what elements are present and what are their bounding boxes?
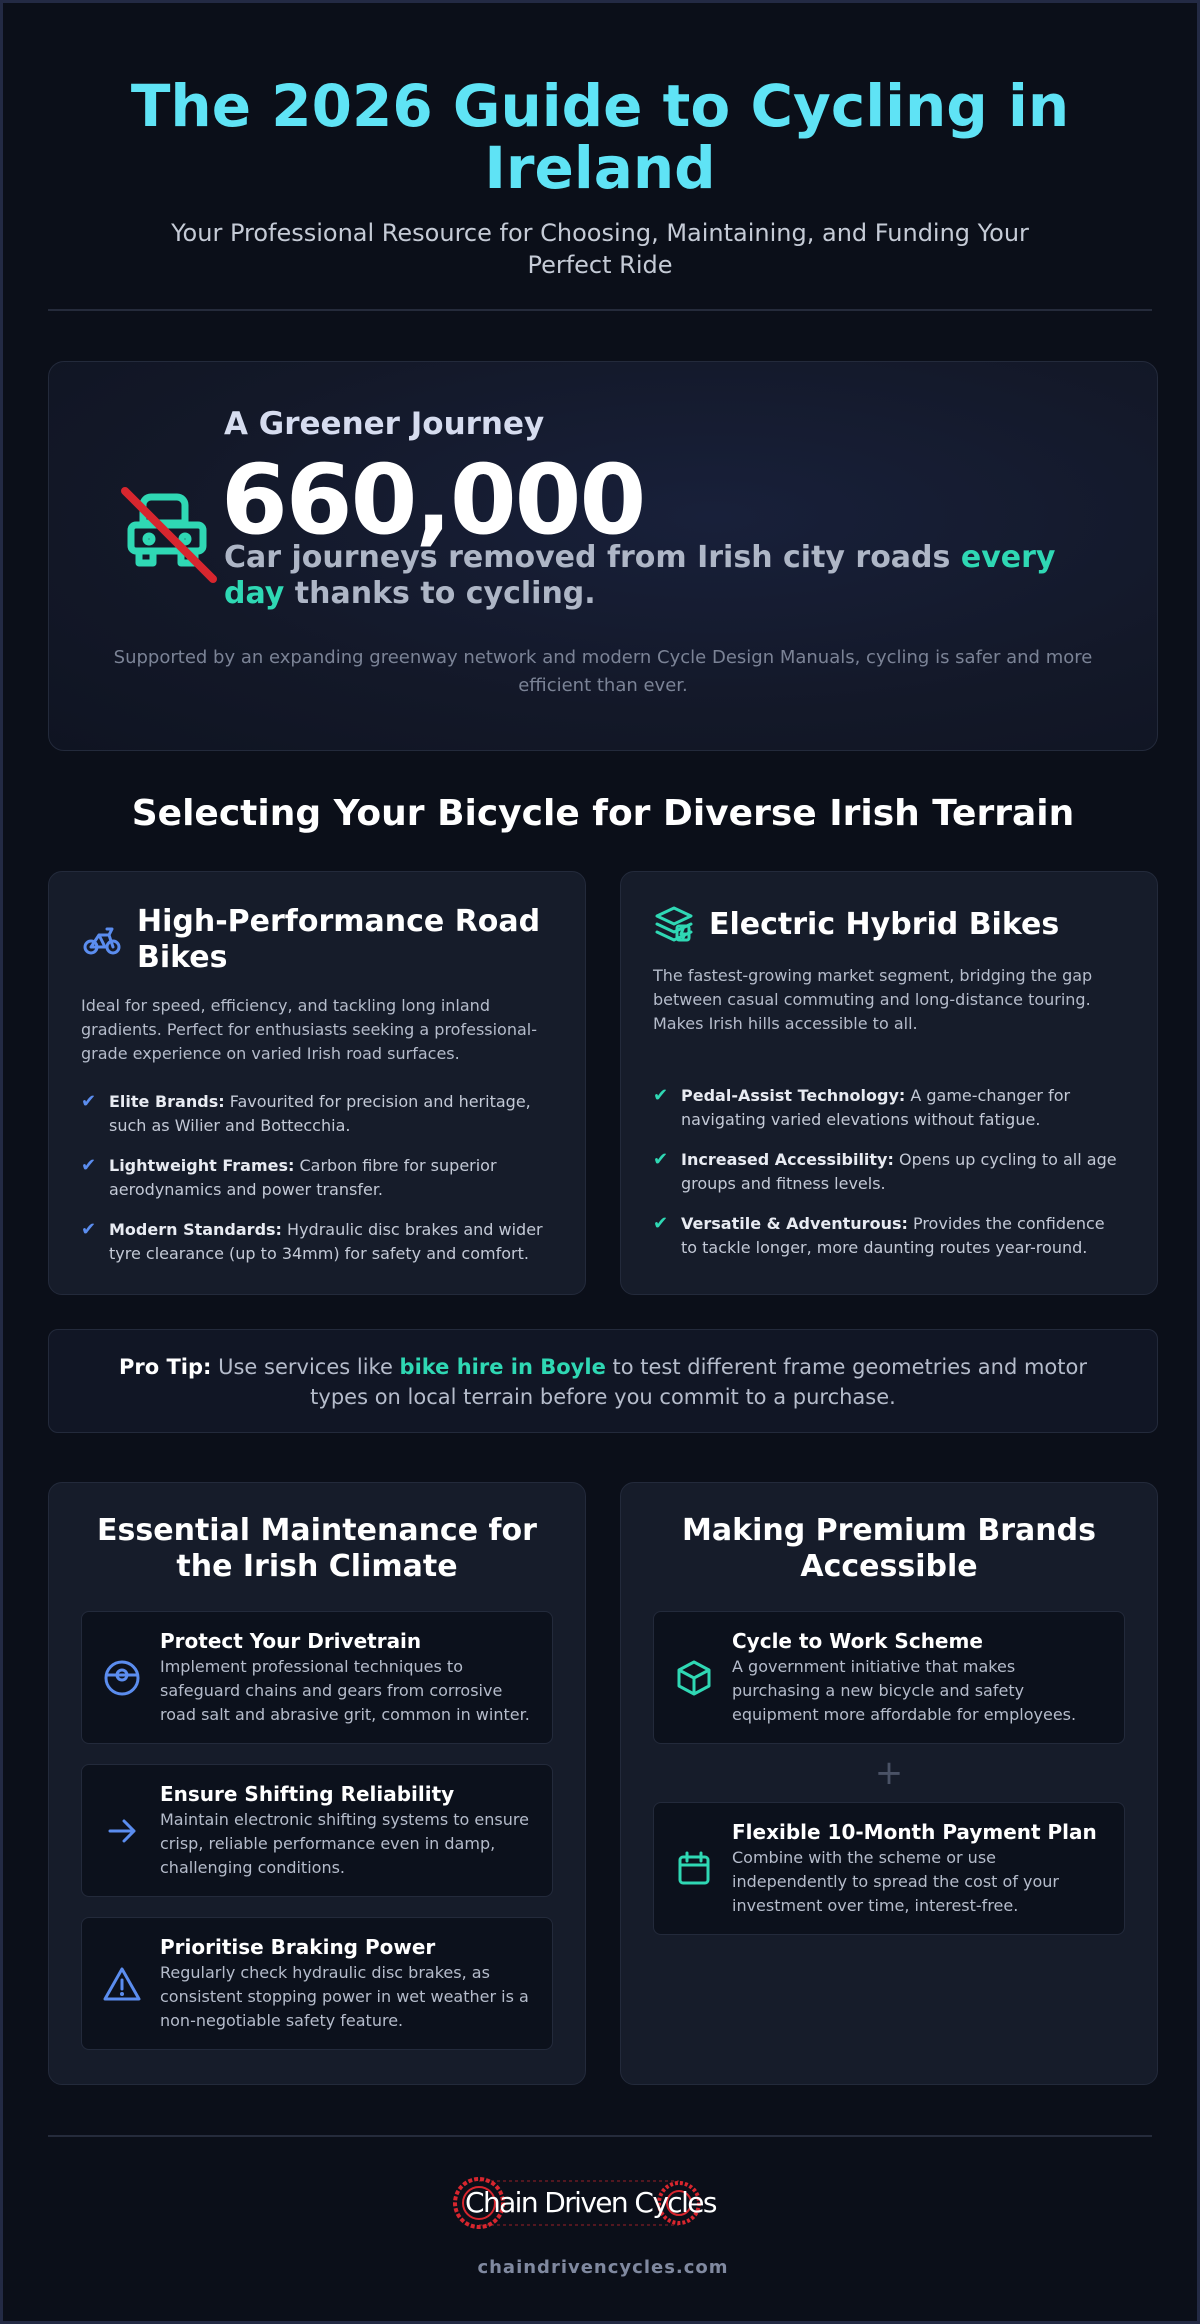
page-subtitle: Your Professional Resource for Choosing, Maintaining, and Funding Your Perfect Ride	[171, 219, 1029, 279]
point-text: Provides the confidence to tackle longer, more daunting routes year-round.	[681, 1214, 1105, 1257]
tile-title: Flexible 10-Month Payment Plan	[732, 1819, 1097, 1844]
pro-tip-label: Pro Tip:	[118, 1355, 212, 1379]
tile-title: Prioritise Braking Power	[160, 1934, 436, 1959]
hero-text-accent: every day	[224, 540, 1056, 611]
point-text: Carbon fibre for superior aerodynamics and power transfer.	[109, 1156, 497, 1199]
card-road-bikes	[48, 871, 586, 1295]
point-label: Increased Accessibility:	[681, 1150, 894, 1169]
tile-drivetrain	[81, 1611, 553, 1744]
hero-kicker: A Greener Journey	[224, 406, 545, 442]
card-title: Electric Hybrid Bikes	[709, 907, 1060, 942]
list-item	[653, 1148, 1125, 1196]
list-item	[81, 1090, 553, 1138]
tile-payment-plan	[653, 1802, 1125, 1935]
check-icon: ✔	[81, 1219, 97, 1240]
hero-statement	[224, 540, 1104, 612]
header	[3, 3, 1197, 281]
card-electric-hybrid	[620, 871, 1158, 1295]
point-text: Favourited for precision and heritage, such as Wilier and Bottecchia.	[109, 1092, 531, 1135]
point-label: Modern Standards:	[109, 1220, 282, 1239]
battery-layers-icon	[653, 904, 695, 946]
tile-braking	[81, 1917, 553, 2050]
check-icon: ✔	[81, 1091, 97, 1112]
point-text: Opens up cycling to all age groups and fitness levels.	[681, 1150, 1117, 1193]
tile-title: Ensure Shifting Reliability	[160, 1781, 455, 1806]
point-label: Pedal-Assist Technology:	[681, 1086, 906, 1105]
card-description: Ideal for speed, efficiency, and tackling long inland gradients. Perfect for enthusiasts seeking a professional-grade experience on varied Irish road surfaces.	[81, 996, 538, 1063]
divider	[48, 2135, 1152, 2137]
pro-tip-text-start: Use services like	[211, 1355, 400, 1379]
check-icon: ✔	[81, 1155, 97, 1176]
panel-title: Making Premium Brands Accessible	[682, 1513, 1096, 1584]
card-title: High-Performance Road Bikes	[137, 904, 541, 975]
no-car-icon	[99, 467, 239, 607]
tile-text: Combine with the scheme or use independently to spread the cost of your investment over time, interest-free.	[732, 1847, 1060, 1915]
card-description: The fastest-growing market segment, bridging the gap between casual commuting and long-distance touring. Makes Irish hills accessible to all.	[653, 966, 1093, 1033]
tile-text: Regularly check hydraulic disc brakes, as consistent stopping power in wet weather is a non-negotiable safety feature.	[160, 1962, 529, 2030]
cube-icon	[674, 1658, 714, 1698]
pro-tip-banner	[48, 1329, 1158, 1433]
divider	[48, 309, 1152, 311]
tile-cycle-to-work	[653, 1611, 1125, 1744]
hero-text-start: Car journeys removed from Irish city roads	[224, 540, 961, 575]
calendar-icon	[674, 1849, 714, 1889]
warning-icon	[102, 1964, 142, 2004]
check-icon: ✔	[653, 1213, 669, 1234]
tile-title: Cycle to Work Scheme	[732, 1628, 983, 1653]
bicycle-icon	[81, 919, 123, 961]
hero-text-end: thanks to cycling.	[284, 576, 596, 611]
website-url[interactable]: chaindrivencycles.com	[477, 2257, 729, 2278]
list-item	[653, 1212, 1125, 1260]
tile-text: A government initiative that makes purchasing a new bicycle and safety equipment more affordable for employees.	[732, 1656, 1077, 1724]
funding-panel	[620, 1482, 1158, 2085]
point-label: Lightweight Frames:	[109, 1156, 295, 1175]
check-icon: ✔	[653, 1085, 669, 1106]
panel-title: Essential Maintenance for the Irish Climate	[97, 1513, 537, 1584]
pro-tip-text-end: to test different frame geometries and motor types on local terrain before you commit to a purchase.	[310, 1355, 1087, 1409]
chain-driven-cycles-logo[interactable]	[451, 2173, 755, 2233]
bike-hire-link[interactable]: bike hire in Boyle	[399, 1355, 606, 1379]
plus-icon: +	[874, 1753, 904, 1793]
arrow-right-icon	[102, 1811, 142, 1851]
hero-number: 660,000	[221, 444, 645, 556]
drivetrain-icon	[102, 1658, 142, 1698]
feature-list	[653, 1084, 1125, 1260]
point-label: Elite Brands:	[109, 1092, 225, 1111]
list-item	[653, 1084, 1125, 1132]
list-item	[81, 1218, 553, 1266]
logo-wordmark: Chain Driven Cycles	[465, 2186, 716, 2219]
point-label: Versatile & Adventurous:	[681, 1214, 908, 1233]
page-title: The 2026 Guide to Cycling in Ireland	[130, 72, 1070, 202]
tile-title: Protect Your Drivetrain	[160, 1628, 422, 1653]
tile-shifting	[81, 1764, 553, 1897]
tile-text: Maintain electronic shifting systems to ensure crisp, reliable performance even in damp, challenging conditions.	[160, 1809, 529, 1877]
hero-note: Supported by an expanding greenway network and modern Cycle Design Manuals, cycling is safer and more efficient than ever.	[113, 647, 1093, 696]
hero-stat-card	[48, 361, 1158, 751]
tile-text: Implement professional techniques to safeguard chains and gears from corrosive road salt and abrasive grit, common in winter.	[160, 1656, 530, 1724]
list-item	[81, 1154, 553, 1202]
point-text: A game-changer for navigating varied elevations without fatigue.	[681, 1086, 1071, 1129]
check-icon: ✔	[653, 1149, 669, 1170]
section-title-selection: Selecting Your Bicycle for Diverse Irish Terrain	[131, 793, 1075, 834]
maintenance-panel	[48, 1482, 586, 2085]
point-text: Hydraulic disc brakes and wider tyre clearance (up to 34mm) for safety and comfort.	[109, 1220, 543, 1263]
feature-list	[81, 1090, 553, 1266]
